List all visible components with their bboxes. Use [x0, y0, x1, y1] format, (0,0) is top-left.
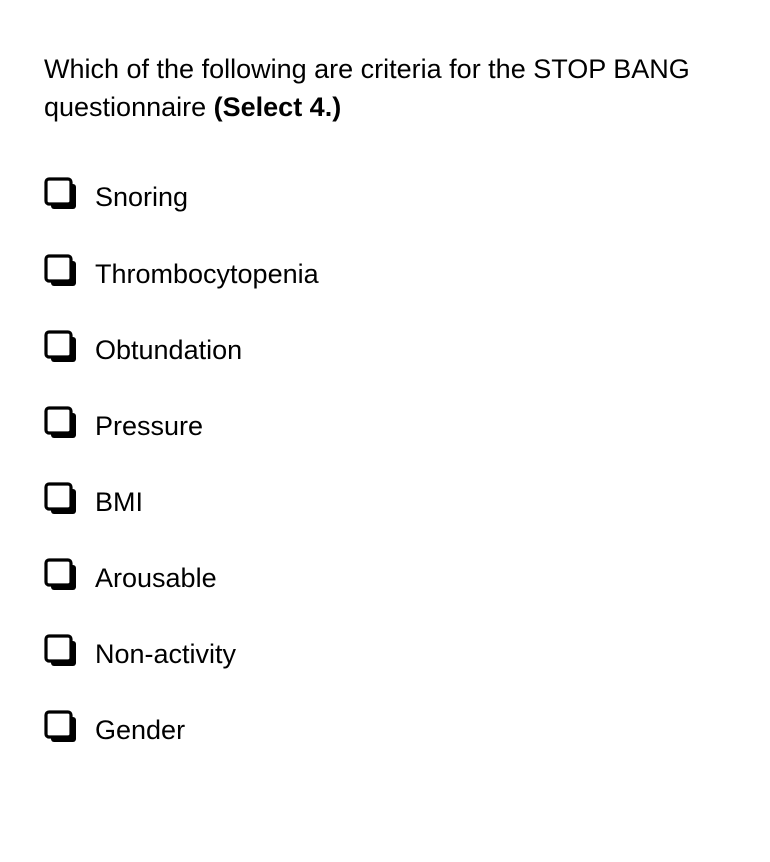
option-item[interactable] — [44, 236, 724, 312]
question-text — [44, 50, 754, 126]
option-item[interactable] — [44, 158, 724, 236]
question-instruction: (Select 4.) — [213, 92, 342, 122]
option-item[interactable] — [44, 312, 724, 388]
option-item[interactable] — [44, 388, 724, 464]
option-item[interactable] — [44, 464, 724, 540]
option-label: Thrombocytopenia — [95, 259, 319, 289]
option-label: Gender — [95, 715, 186, 745]
checkbox-icon[interactable] — [44, 482, 78, 516]
option-label: Obtundation — [95, 335, 243, 365]
checkbox-icon[interactable] — [44, 710, 78, 744]
checkbox-icon[interactable] — [44, 330, 78, 364]
option-item[interactable] — [44, 616, 724, 692]
option-label: Snoring — [95, 182, 189, 212]
option-label: Pressure — [95, 411, 204, 441]
checkbox-icon[interactable] — [44, 177, 78, 211]
option-item[interactable] — [44, 692, 724, 768]
option-label: BMI — [95, 487, 144, 517]
option-label: Non-activity — [95, 639, 237, 669]
checkbox-icon[interactable] — [44, 558, 78, 592]
option-item[interactable] — [44, 540, 724, 616]
checkbox-icon[interactable] — [44, 634, 78, 668]
checkbox-icon[interactable] — [44, 254, 78, 288]
question-prompt: Which of the following are criteria for the STOP BANG questionnaire — [44, 54, 690, 122]
checkbox-icon[interactable] — [44, 406, 78, 440]
option-label: Arousable — [95, 563, 217, 593]
options-list — [44, 158, 724, 768]
